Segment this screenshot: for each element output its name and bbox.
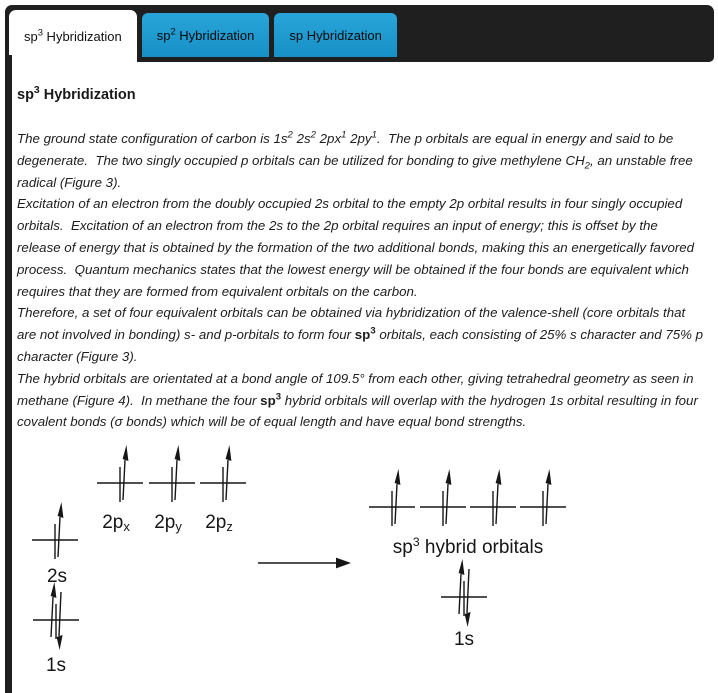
electron-up-arrowhead [123, 445, 129, 461]
orbital-2pz [200, 445, 246, 502]
orbital-1s-ground [33, 582, 79, 650]
electron-up-arrowhead [446, 469, 452, 485]
orbital-2px [97, 445, 143, 502]
electron-up-arrow [226, 460, 228, 500]
label-2px: 2px [102, 512, 130, 534]
tab-sp-label: sp Hybridization [289, 27, 382, 43]
tab-bar [5, 5, 714, 62]
orbital-1s-hybridized [441, 559, 487, 627]
electron-down-arrowhead [57, 635, 63, 650]
label-2s: 2s [46, 566, 68, 587]
electron-up-arrow [459, 574, 461, 614]
tab-sp-hybridization[interactable] [274, 13, 397, 57]
label-2pz: 2pz [205, 512, 233, 534]
tab-sp2-hybridization[interactable] [142, 13, 270, 57]
orbital-2s [32, 502, 78, 559]
electron-up-arrow [546, 484, 548, 524]
orbital-2py [149, 445, 195, 502]
tab-sp3-hybridization[interactable] [9, 10, 137, 62]
paragraph-excitation: Excitation of an electron from the doubly occupied 2s orbital to the empty 2p orbital results in four singly occupied orbitals. Excitation of an electron from the 2s to the 2p orbital requires an input of energy; this is offset by the release of energy that is obtained by the formation of the two additional bonds, making this an energetically favored process. Quantum mechanics states that the lowest energy will be obtained if the four bonds are equivalent which requires that they are formed from equivalent orbitals on the carbon. [17, 196, 698, 299]
electron-up-arrowhead [496, 469, 502, 485]
label-1s-ground: 1s [45, 655, 67, 676]
electron-up-arrow [123, 460, 125, 500]
electron-up-arrow [496, 484, 498, 524]
electron-down-arrow [467, 569, 469, 613]
electron-up-arrowhead [546, 469, 552, 485]
electron-down-arrow [59, 592, 61, 636]
orbital-sp3-hybrid-2 [420, 469, 466, 526]
electron-up-arrow [395, 484, 397, 524]
orbital-energy-diagram [12, 440, 718, 693]
electron-up-arrowhead [226, 445, 232, 461]
panel-left-border [5, 55, 12, 693]
electron-up-arrowhead [58, 502, 64, 518]
electron-up-arrow [58, 517, 60, 557]
orbital-sp3-hybrid-4 [520, 469, 566, 526]
paragraph-geometry: The hybrid orbitals are orientated at a bond angle of 109.5° from each other, giving tetrahedral geometry as seen in methane (Figure 4). In methane the four $sp^3$ hybrid orbitals will overlap with the hydrogen 1s orbital resulting in four covalent bonds (σ bonds) which will be of equal length and have equal bond strengths. [17, 370, 702, 430]
electron-up-arrowhead [395, 469, 401, 485]
hybridization-arrow [258, 558, 351, 569]
electron-up-arrowhead [175, 445, 181, 461]
page-title: $sp^3$ Hybridization [17, 85, 136, 103]
tab-sp3-label: $sp^3$ Hybridization [24, 27, 122, 44]
label-sp3-hybrid-orbitals: $sp^3$ hybrid orbitals [392, 535, 544, 558]
tab-sp2-label: $sp^2$ Hybridization [156, 26, 255, 43]
electron-up-arrow [446, 484, 448, 524]
arrow-head [336, 558, 351, 569]
orbital-sp3-hybrid-1 [369, 469, 415, 526]
electron-up-arrow [175, 460, 177, 500]
orbital-sp3-hybrid-3 [470, 469, 516, 526]
electron-up-arrowhead [459, 559, 465, 575]
electron-down-arrowhead [465, 612, 471, 627]
paragraph-hybridization: Therefore, a set of four equivalent orbitals can be obtained via hybridization of the valence-shell (core orbitals that are not involved in bonding) s- and p-orbitals to form four $sp^3$ orbitals, each consisting of 25% s character and 75% p character (Figure 3). [17, 305, 707, 364]
paragraph-ground-state: The ground state configuration of carbon is $1s^2$ $2s^2$ $2px^1$ $2py^1$. The p orbitals are equal in energy and said to be degenerate. The two singly occupied p orbitals can be utilized for bonding to give methylene $CH_2$, an unstable free radical (Figure 3). [17, 129, 697, 190]
label-1s-hybridized: 1s [453, 629, 475, 650]
label-2py: 2py [154, 512, 182, 534]
electron-up-arrow [51, 597, 53, 637]
